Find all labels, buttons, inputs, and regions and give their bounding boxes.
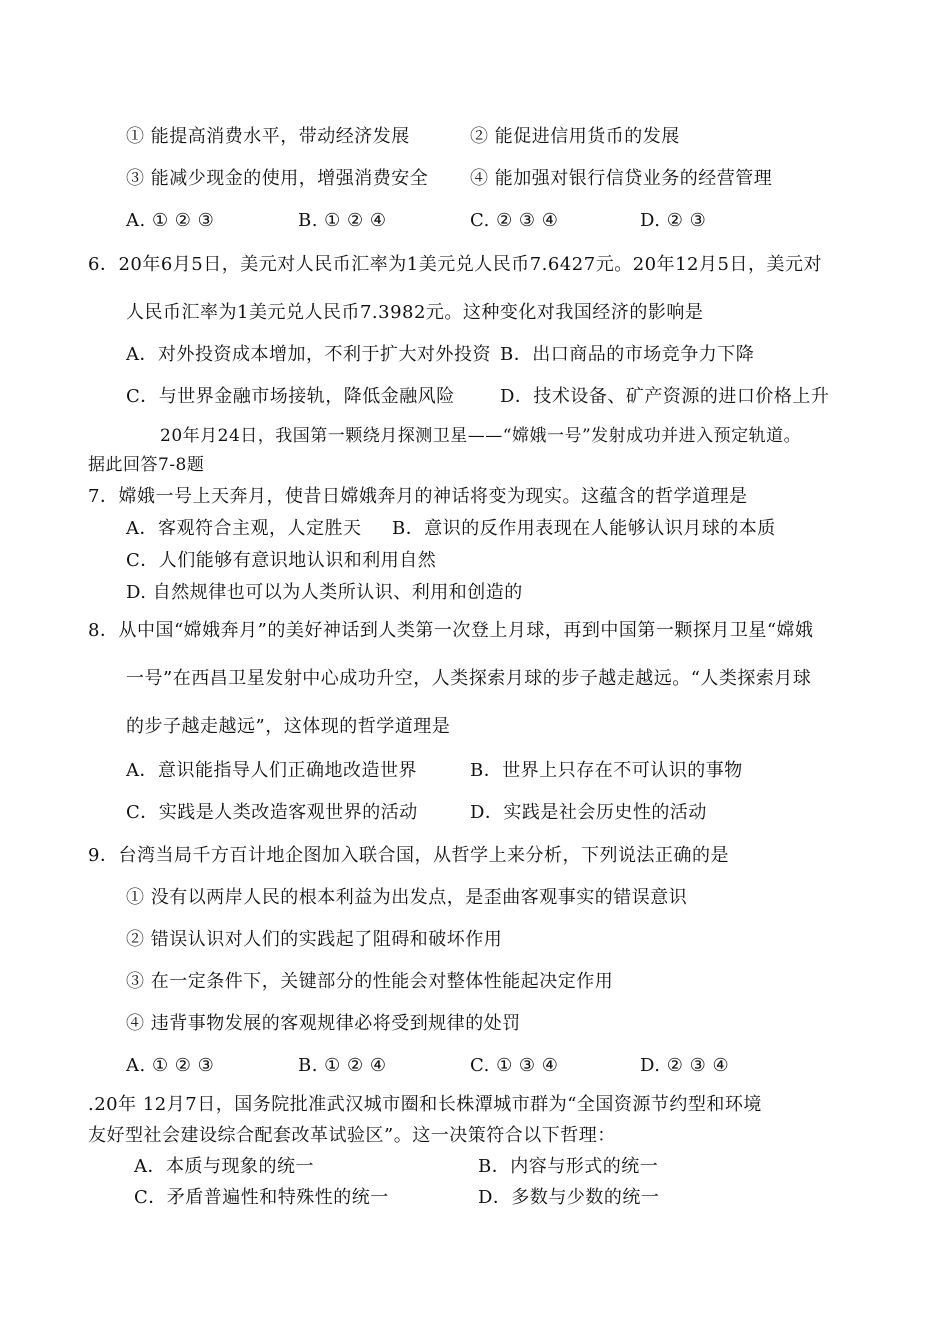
q5-option-2: ② 能促进信用货币的发展	[470, 126, 680, 147]
q8-stem-line-1: 8．从中国“嫦娥奔月”的美好神话到人类第一次登上月球，再到中国第一颗探月卫星“嫦娥	[88, 620, 814, 641]
q5-option-3: ③ 能减少现金的使用，增强消费安全	[126, 168, 429, 189]
q6-option-c: C．与世界金融市场接轨，降低金融风险	[126, 386, 455, 407]
q5-choice-d: D. ② ③	[640, 210, 707, 231]
q8-option-d: D．实践是社会历史性的活动	[470, 802, 707, 823]
q9-choice-b: B. ① ② ④	[298, 1055, 387, 1076]
q9-option-3: ③ 在一定条件下，关键部分的性能会对整体性能起决定作用	[126, 971, 614, 992]
intro-7-8-line-1: 20年月24日，我国第一颗绕月探测卫星——“嫦娥一号”发射成功并进入预定轨道。	[160, 426, 802, 446]
q7-option-d: D. 自然规律也可以为人类所认识、利用和创造的	[126, 582, 523, 603]
q6-option-b: B．出口商品的市场竞争力下降	[500, 344, 755, 365]
q8-option-c: C．实践是人类改造客观世界的活动	[126, 802, 418, 823]
intro-7-8-line-2: 据此回答7-8题	[88, 455, 205, 475]
q9-choice-d: D. ② ③ ④	[640, 1055, 730, 1076]
q8-option-a: A．意识能指导人们正确地改造世界	[126, 760, 417, 781]
q6-option-a: A．对外投资成本增加，不利于扩大对外投资	[126, 344, 491, 365]
q10-stem-line-1: .20年 12月7日，国务院批准武汉城市圈和长株潭城市群为“全国资源节约型和环境	[88, 1094, 762, 1115]
q8-option-b: B．世界上只存在不可认识的事物	[470, 760, 743, 781]
q9-option-1: ① 没有以两岸人民的根本利益为出发点，是歪曲客观事实的错误意识	[126, 887, 688, 908]
q9-stem: 9．台湾当局千方百计地企图加入联合国，从哲学上来分析，下列说法正确的是	[88, 845, 729, 866]
q9-option-2: ② 错误认识对人们的实践起了阻碍和破坏作用	[126, 929, 503, 950]
q8-stem-line-2: 一号”在西昌卫星发射中心成功升空，人类探索月球的步子越走越远。“人类探索月球	[126, 668, 812, 689]
q5-choice-c: C. ② ③ ④	[470, 210, 559, 231]
q5-option-1: ① 能提高消费水平，带动经济发展	[126, 126, 410, 147]
q6-stem-line-1: 6．20年6月5日，美元对人民币汇率为1美元兑人民币7.6427元。20年12月5日，美元对	[88, 254, 822, 275]
q10-option-d: D．多数与少数的统一	[478, 1187, 660, 1208]
q9-option-4: ④ 违背事物发展的客观规律必将受到规律的处罚	[126, 1013, 521, 1034]
q10-option-a: A．本质与现象的统一	[134, 1156, 314, 1177]
q5-choice-b: B. ① ② ④	[298, 210, 387, 231]
q7-option-b: B．意识的反作用表现在人能够认识月球的本质	[392, 518, 776, 539]
q10-stem-line-2: 友好型社会建设综合配套改革试验区”。这一决策符合以下哲理：	[88, 1125, 616, 1146]
q10-option-c: C．矛盾普遍性和特殊性的统一	[134, 1187, 389, 1208]
q9-choice-c: C. ① ③ ④	[470, 1055, 559, 1076]
q6-stem-line-2: 人民币汇率为1美元兑人民币7.3982元。这种变化对我国经济的影响是	[126, 302, 704, 323]
q5-choice-a: A. ① ② ③	[126, 210, 215, 231]
q9-choice-a: A. ① ② ③	[126, 1055, 215, 1076]
q7-option-c: C．人们能够有意识地认识和利用自然	[126, 550, 437, 571]
q6-option-d: D．技术设备、矿产资源的进口价格上升	[500, 386, 830, 407]
q7-option-a: A．客观符合主观，人定胜天	[126, 518, 362, 539]
q7-stem: 7．嫦娥一号上天奔月，使昔日嫦娥奔月的神话将变为现实。这蕴含的哲学道理是	[88, 486, 748, 507]
q5-option-4: ④ 能加强对银行信贷业务的经营管理	[470, 168, 773, 189]
q10-option-b: B．内容与形式的统一	[478, 1156, 659, 1177]
q8-stem-line-3: 的步子越走越远”，这体现的哲学道理是	[126, 716, 451, 737]
